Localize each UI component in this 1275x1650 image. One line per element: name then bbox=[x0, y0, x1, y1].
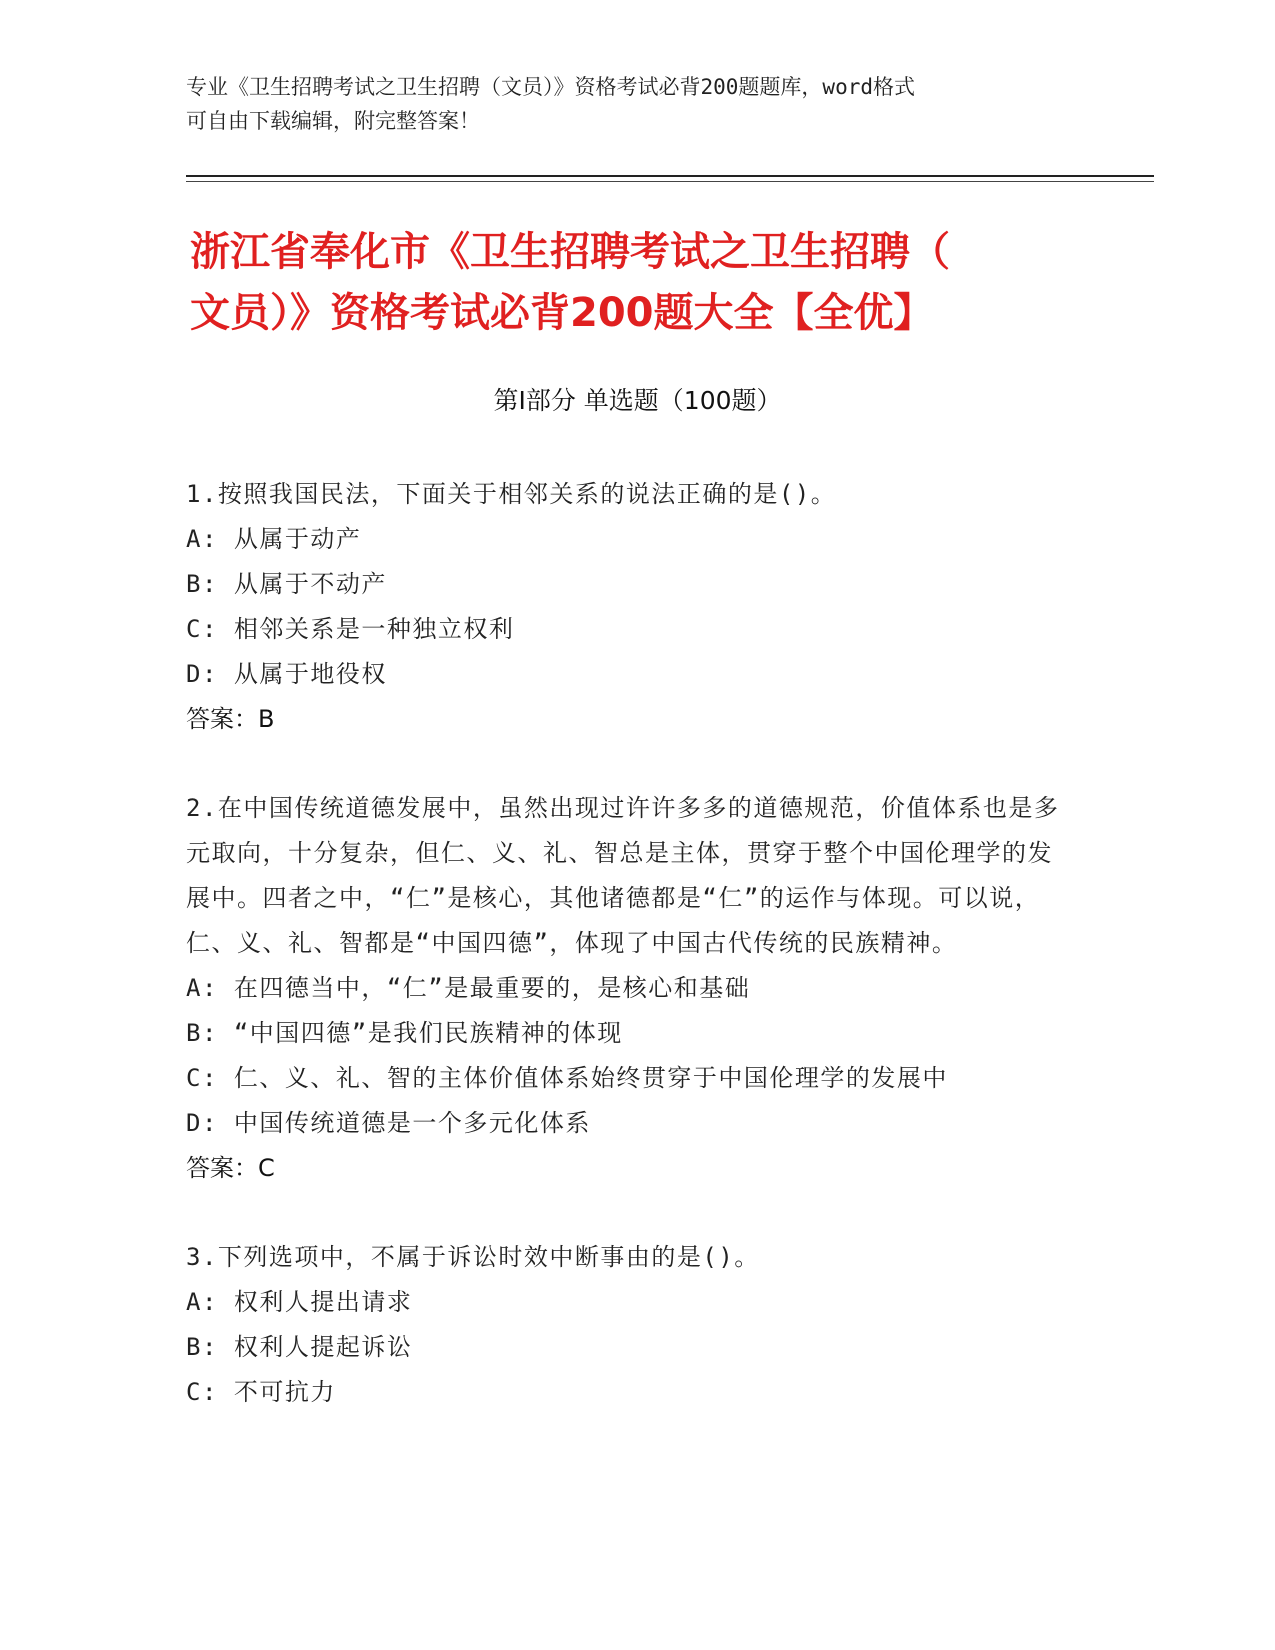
question-item bbox=[186, 786, 1066, 1191]
question-option: A: 权利人提出请求 bbox=[186, 1288, 413, 1316]
header-divider-thin bbox=[186, 181, 1154, 182]
question-stem: 2.在中国传统道德发展中，虽然出现过许许多多的道德规范，价值体系也是多元取向，十分复杂，但仁、义、礼、智总是主体，贯穿于整个中国伦理学的发展中。四者之中，“仁”是核心，其他诸德都是“仁”的运作与体现。可以说，仁、义、礼、智都是“中国四德”，体现了中国古代传统的民族精神。 bbox=[186, 794, 1060, 957]
header-note-line-2: 可自由下载编辑，附完整答案！ bbox=[186, 109, 480, 133]
question-answer: 答案：C bbox=[186, 1154, 275, 1182]
question-item bbox=[186, 1235, 1066, 1415]
question-option: D: 中国传统道德是一个多元化体系 bbox=[186, 1109, 591, 1137]
header-note-line-1: 专业《卫生招聘考试之卫生招聘（文员）》资格考试必背200题题库，word格式 bbox=[186, 75, 915, 99]
header-divider-thick bbox=[186, 175, 1154, 177]
question-answer: 答案：B bbox=[186, 705, 275, 733]
document-title bbox=[190, 222, 1090, 344]
document-title-line-2: 文员）》资格考试必背200题大全【全优】 bbox=[190, 290, 934, 336]
document-title-line-1: 浙江省奉化市《卫生招聘考试之卫生招聘（ bbox=[190, 229, 950, 275]
question-option: C: 相邻关系是一种独立权利 bbox=[186, 615, 515, 643]
question-list bbox=[186, 472, 1066, 1459]
question-item bbox=[186, 472, 1066, 742]
question-option: A: 在四德当中，“仁”是最重要的，是核心和基础 bbox=[186, 974, 751, 1002]
question-option: B: 权利人提起诉讼 bbox=[186, 1333, 413, 1361]
section-heading: 第I部分 单选题（100题） bbox=[493, 386, 782, 415]
question-option: B: 从属于不动产 bbox=[186, 570, 387, 598]
question-option: D: 从属于地役权 bbox=[186, 660, 387, 688]
question-option: B: “中国四德”是我们民族精神的体现 bbox=[186, 1019, 623, 1047]
question-option: A: 从属于动产 bbox=[186, 525, 362, 553]
question-stem: 1.按照我国民法，下面关于相邻关系的说法正确的是()。 bbox=[186, 480, 837, 508]
header-note bbox=[186, 70, 1066, 138]
question-option: C: 不可抗力 bbox=[186, 1378, 336, 1406]
question-option: C: 仁、义、礼、智的主体价值体系始终贯穿于中国伦理学的发展中 bbox=[186, 1064, 948, 1092]
question-stem: 3.下列选项中，不属于诉讼时效中断事由的是()。 bbox=[186, 1243, 760, 1271]
